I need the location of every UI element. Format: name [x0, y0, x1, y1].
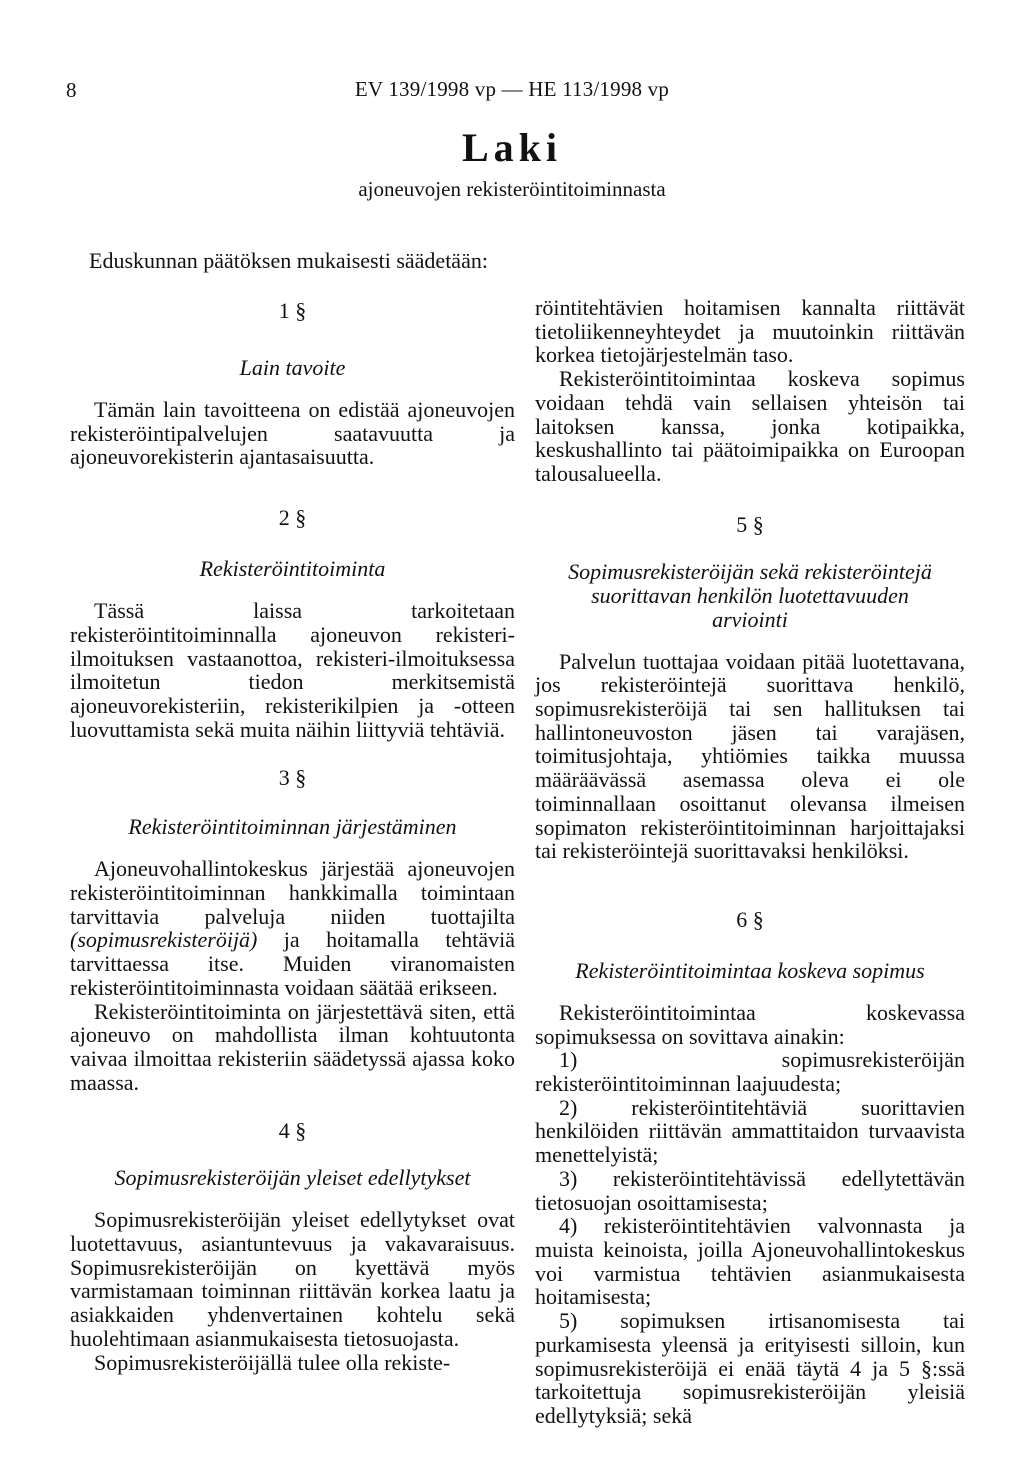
section-4-paragraph-2-start: Sopimusrekisteröijällä tulee olla rekiste- [94, 1349, 451, 1375]
section-4-paragraph-3: Rekisteröintitoimintaa koskeva sopimus voidaan tehdä vain sellaisen yhteisön tai laitoksen kanssa, jonka kotipaikka, keskushallinto tai päätoimipaikka on Euroopan talousalueella. [535, 366, 965, 486]
right-column [535, 296, 965, 1428]
section-4-paragraph-2-continued: röintitehtävien hoitamisen kannalta riittävät tietoliikenneyhteydet ja muutoinkin riittävän korkea tietojärjestelmän taso. [535, 295, 965, 368]
section-1-number: 1 § [278, 298, 307, 323]
law-title: Laki [461, 125, 563, 170]
section-5-paragraph: Palvelun tuottajaa voidaan pitää luotettavana, jos rekisteröintejä suorittava henkilö, sopimusrekisteröijä tai sen hallituksen tai hallintoneuvoston jäsen tai varajäsen, toimitusjohtaja, yhtiömies taikka muussa määräävässä asemassa oleva ei ole toiminnallaan osoittanut olevansa ilmeisen sopimaton rekisteröintitoiminnan harjoittajaksi tai rekisteröintejä suorittavaksi henkilöksi. [535, 648, 965, 864]
section-6-item-2: 2) rekisteröintitehtäviä suorittavien henkilöiden riittävän ammattitaidon turvaavista menettelyistä; [535, 1094, 965, 1168]
section-6-title: Rekisteröintitoimintaa koskeva sopimus [575, 957, 925, 983]
section-5-title [535, 560, 965, 632]
defined-term: (sopimusrekisteröijä) [70, 927, 258, 953]
section-2-paragraph: Tässä laissa tarkoitetaan rekisteröintitoiminnalla ajoneuvon rekisteri-ilmoituksen vastaanottoa, rekisteri-ilmoituksessa ilmoitetun tiedon merkitsemistä ajoneuvorekisteriin, rekisterikilpien ja -otteen luovuttamista sekä muita näihin liittyviä tehtäviä. [70, 598, 515, 742]
section-2-title: Rekisteröintitoiminta [199, 556, 386, 582]
section-2-number: 2 § [278, 505, 307, 531]
section-3-p1-b: ja hoitamalla tehtäviä tarvittaessa itse. Muiden viranomaisten rekisteröintitoiminnasta voidaan säätää erikseen. [70, 927, 515, 1000]
section-3-paragraph-2: Rekisteröintitoiminta on järjestettävä siten, että ajoneuvo on mahdollista ilman kohtuutonta vaivaa ilmoittaa rekisteriin säädetyssä ajassa koko maassa. [70, 998, 515, 1095]
page-number: 8 [66, 78, 77, 102]
section-5-title-line-1: Sopimusrekisteröijän sekä rekisteröintejä [568, 558, 932, 584]
section-2 [70, 505, 515, 741]
section-4-number: 4 § [278, 1118, 307, 1144]
section-1 [70, 298, 515, 469]
section-1-title: Lain tavoite [239, 355, 346, 380]
section-4 [70, 1118, 515, 1374]
law-subtitle: ajoneuvojen rekisteröintitoiminnasta [358, 177, 666, 201]
section-6-number: 6 § [736, 906, 764, 932]
section-5-title-line-3: arviointi [712, 606, 788, 632]
left-column [70, 296, 515, 1374]
section-3-p1-a: Ajoneuvohallintokeskus järjestää ajoneuvojen rekisteröintitoiminnan hankkimalla toimintaan tarvittavia palveluja niiden tuottajilta [70, 856, 515, 929]
section-3-paragraph-1 [70, 857, 515, 999]
section-5 [535, 512, 965, 863]
section-3-number: 3 § [278, 765, 307, 791]
section-6 [535, 907, 965, 1428]
section-6-intro: Rekisteröintitoimintaa koskevassa sopimuksessa on sovittava ainakin: [535, 999, 965, 1049]
section-5-title-line-2: suorittavan henkilön luotettavuuden [591, 582, 909, 608]
section-6-item-1: 1) sopimusrekisteröijän rekisteröintitoiminnan laajuudesta; [535, 1047, 965, 1097]
section-1-paragraph: Tämän lain tavoitteena on edistää ajoneuvojen rekisteröintipalvelujen saatavuutta ja ajoneuvorekisterin ajantasaisuutta. [70, 397, 515, 470]
section-4-paragraph-1: Sopimusrekisteröijän yleiset edellytykset ovat luotettavuus, asiantuntevuus ja vakavaraisuus. Sopimusrekisteröijän on kyettävä myös varmistamaan toiminnan riittävän korkea laatu ja asiakkaiden yhdenvertainen kohtelu sekä huolehtimaan asianmukaisesta tietosuojasta. [70, 1207, 515, 1351]
section-6-item-3: 3) rekisteröintitehtävissä edellytettävän tietosuojan osoittamisesta; [535, 1165, 965, 1215]
section-6-item-4: 4) rekisteröintitehtävien valvonnasta ja muista keinoista, joilla Ajoneuvohallintokeskus voi varmistua tehtävien asianmukaisesta hoitamisesta; [535, 1213, 965, 1310]
running-head: EV 139/1998 vp — HE 113/1998 vp [354, 77, 670, 101]
section-3 [70, 765, 515, 1094]
enactment-clause: Eduskunnan päätöksen mukaisesti säädetään: [89, 248, 488, 273]
section-3-title: Rekisteröintitoiminnan järjestäminen [128, 814, 457, 840]
section-4-title: Sopimusrekisteröijän yleiset edellytykset [114, 1165, 471, 1191]
section-5-number: 5 § [736, 511, 764, 537]
section-6-item-5: 5) sopimuksen irtisanomisesta tai purkamisesta yleensä ja erityisesti silloin, kun sopimusrekisteröijä ei enää täytä 4 ja 5 §:ssä tarkoitettuja sopimusrekisteröijän yleisiä edellytyksiä; sekä [535, 1308, 965, 1428]
